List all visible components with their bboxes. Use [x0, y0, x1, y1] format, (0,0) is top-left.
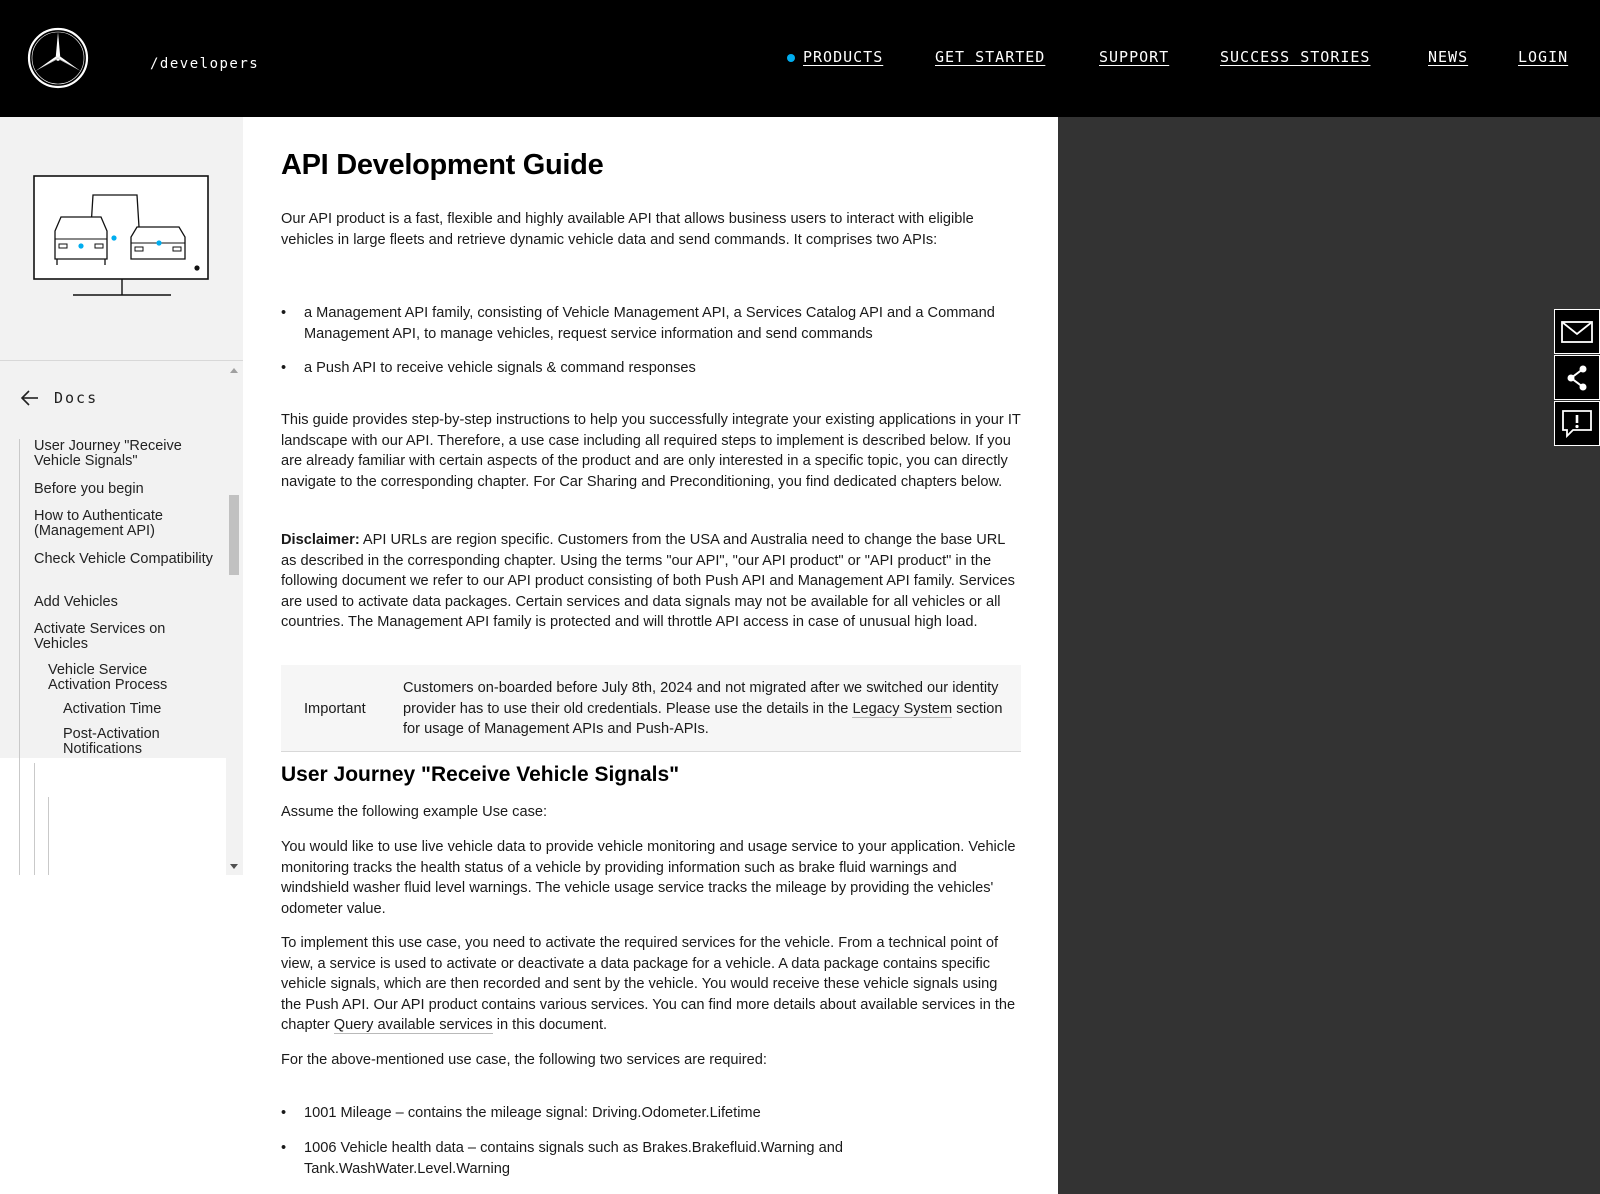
intro-paragraph: Our API product is a fast, flexible and highly available API that allows business users to interact with eligible vehicles in large fleets and retrieve dynamic vehicle data and send commands. It comprises two APIs: — [281, 211, 974, 248]
guide-paragraph: This guide provides step-by-step instructions to help you successfully integrate your existing applications in your IT landscape with our API. Therefore, a use case including all required steps to implement is described below. If you are already familiar with certain aspects of the product and are only interested in a specific topic, you can directly navigate to the corresponding chapter. For Car Sharing and Preconditioning, you find dedicated chapters below. — [281, 412, 1021, 490]
contact-mail-button[interactable] — [1554, 309, 1600, 354]
toc-item-activate-services[interactable]: Activate Services on Vehicles — [34, 621, 166, 652]
important-note — [281, 665, 1021, 752]
toc-item-activation-time[interactable]: Activation Time — [63, 701, 162, 717]
toc-level3-rail — [48, 797, 49, 875]
back-label: Docs — [54, 389, 99, 407]
mail-icon — [1561, 320, 1593, 344]
bullet-dot: • — [281, 360, 287, 376]
implement-paragraph — [281, 933, 1021, 1036]
toc-item-check-compatibility[interactable]: Check Vehicle Compatibility — [34, 551, 213, 567]
note-text-before: Customers on-boarded before July 8th, 2024 and not migrated after we switched our identity provider has to use their old credentials. Please use the details in the — [403, 680, 999, 717]
toc-item-post-activation[interactable]: Post-Activation Notifications — [63, 726, 160, 757]
scroll-up-arrow-icon[interactable] — [230, 368, 238, 373]
nav-get-started[interactable]: GET STARTED — [935, 48, 1046, 66]
bullet-text: 1006 Vehicle health data – contains signals such as Brakes.Brakefluid.Warning and Tank.WashWater.Level.Warning — [304, 1140, 843, 1177]
active-nav-indicator — [787, 54, 795, 62]
star-logo-icon[interactable] — [27, 27, 89, 89]
page-title: API Development Guide — [281, 149, 604, 181]
legacy-system-link[interactable]: Legacy System — [852, 700, 953, 717]
nav-news[interactable]: NEWS — [1428, 48, 1469, 66]
arrow-left-icon — [20, 390, 40, 406]
share-button[interactable] — [1554, 355, 1600, 400]
main-content — [243, 117, 1058, 1194]
bullet-text: a Push API to receive vehicle signals & command responses — [304, 360, 696, 376]
bullet-text: a Management API family, consisting of Vehicle Management API, a Services Catalog API and a Command Management API, to manage vehicles, request service information and send commands — [304, 305, 995, 342]
site-header — [0, 0, 1600, 117]
bullet-text: 1001 Mileage – contains the mileage signal: Driving.Odometer.Lifetime — [304, 1105, 761, 1121]
required-intro-paragraph: For the above-mentioned use case, the following two services are required: — [281, 1052, 767, 1068]
nav-products[interactable]: PRODUCTS — [803, 48, 884, 66]
section-title: User Journey "Receive Vehicle Signals" — [281, 763, 680, 786]
implement-text-before: To implement this use case, you need to activate the required services for the vehicle. From a technical point of view, a service is used to activate or deactivate a data package for a vehicle. A data package contains specific vehicle signals, which are then recorded and sent by the vehicle. You would receive these vehicle signals using the Push API. Our API product contains various services. You can find more details about available services in the chapter — [281, 935, 1016, 1033]
brand-label[interactable]: /developers — [150, 56, 260, 72]
scroll-thumb[interactable] — [229, 495, 239, 575]
disclaimer-paragraph — [281, 530, 1021, 633]
fleet-monitor-illustration — [33, 175, 211, 303]
toc-level2-rail — [34, 763, 35, 875]
nav-login[interactable]: LOGIN — [1518, 48, 1569, 66]
note-text — [403, 678, 1003, 740]
disclaimer-text: API URLs are region specific. Customers from the USA and Australia need to change the base URL as described in the corresponding chapter. Using the terms "our API", "our API product" or "API product" in the following document we refer to our API product consisting of both Push API and Management API family. Services are used to activate data packages. Certain services and data signals may not be available for all vehicles or all countries. The Management API family is protected and will throttle API access in case of unusual high load. — [281, 532, 1015, 630]
right-dark-panel — [1058, 117, 1600, 1194]
implement-text-after: in this document. — [492, 1017, 608, 1033]
table-of-contents — [19, 439, 225, 875]
back-to-docs-link[interactable] — [20, 389, 98, 407]
assume-paragraph: Assume the following example Use case: — [281, 804, 548, 820]
toc-item-activation-process[interactable]: Vehicle Service Activation Process — [48, 662, 168, 693]
docs-sidebar — [0, 117, 244, 758]
scroll-down-arrow-icon[interactable] — [230, 864, 238, 869]
usecase-paragraph: You would like to use live vehicle data to provide vehicle monitoring and usage service to your application. Vehicle monitoring tracks the health status of a vehicle by providing information such as brake fluid warnings and windshield washer fluid level warnings. The vehicle usage service tracks the mileage by providing the vehicles' odometer value. — [281, 839, 1016, 917]
toc-item-authenticate[interactable]: How to Authenticate (Management API) — [34, 508, 163, 539]
bullet-dot: • — [281, 305, 287, 321]
nav-success-stories[interactable]: SUCCESS STORIES — [1220, 48, 1371, 66]
query-services-link[interactable]: Query available services — [333, 1017, 493, 1033]
share-icon — [1565, 364, 1589, 392]
sidebar-divider — [0, 360, 243, 361]
disclaimer-label: Disclaimer: — [281, 532, 360, 548]
toc-item-before-you-begin[interactable]: Before you begin — [34, 481, 144, 497]
feedback-button[interactable] — [1554, 401, 1600, 446]
toc-item-user-journey[interactable]: User Journey "Receive Vehicle Signals" — [34, 439, 182, 469]
note-text-after: section for usage of Management APIs and Push-APIs. — [403, 700, 1003, 737]
bullet-dot: • — [281, 1105, 287, 1121]
sidebar-scrollbar[interactable] — [226, 361, 243, 875]
toc-item-add-vehicles[interactable]: Add Vehicles — [34, 594, 118, 610]
bullet-dot: • — [281, 1140, 287, 1156]
feedback-icon — [1561, 409, 1593, 439]
note-label: Important — [304, 701, 366, 717]
nav-support[interactable]: SUPPORT — [1099, 48, 1170, 66]
